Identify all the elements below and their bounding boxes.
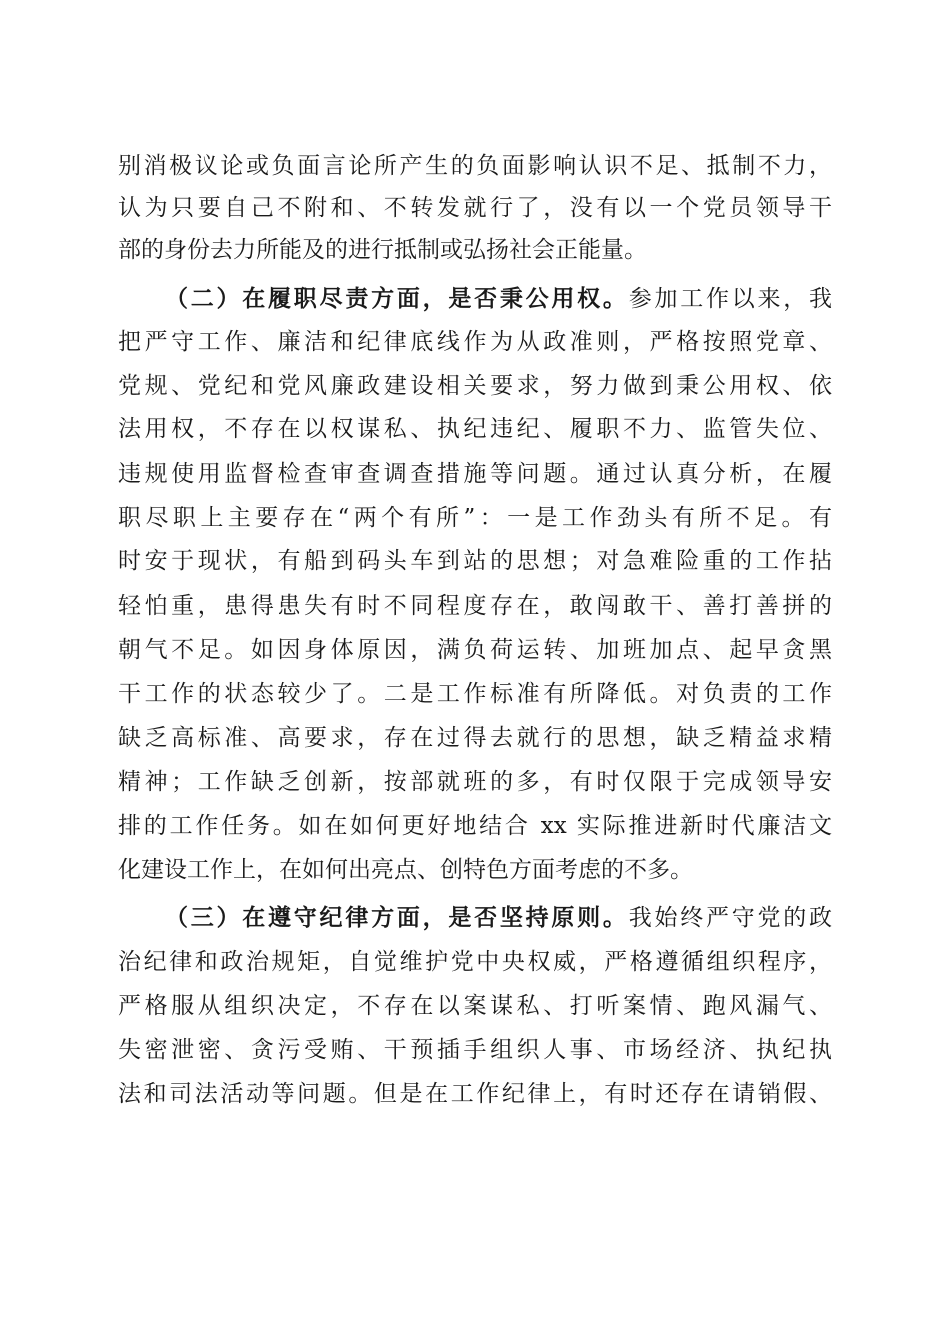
text-line: 严格服从组织决定，不存在以案谋私、打听案情、跑风漏气、: [118, 993, 832, 1019]
text-line: 化建设工作上，在如何出亮点、创特色方面考虑的不多。: [118, 857, 693, 883]
text-line: 把严守工作、廉洁和纪律底线作为从政准则，严格按照党章、: [118, 329, 832, 355]
section-2-first-line: [165, 279, 832, 319]
text-line: 法用权，不存在以权谋私、执纪违纪、履职不力、监管失位、: [118, 416, 832, 442]
text-line: 时安于现状，有船到码头车到站的思想；对急难险重的工作拈: [118, 548, 832, 574]
text-line: 朝气不足。如因身体原因，满负荷运转、加班加点、起早贪黑: [118, 637, 832, 663]
text-line: 治纪律和政治规矩，自觉维护党中央权威，严格遵循组织程序，: [118, 949, 832, 975]
section-3-first-line: [165, 898, 832, 938]
text-line: 法和司法活动等问题。但是在工作纪律上，有时还存在请销假、: [118, 1081, 832, 1107]
text-line: 部的身份去力所能及的进行抵制或弘扬社会正能量。: [118, 237, 647, 263]
text-line: 违规使用监督检查审查调查措施等问题。通过认真分析，在履: [118, 461, 832, 487]
text-line: 轻怕重，患得患失有时不同程度存在，敢闯敢干、善打善拼的: [118, 593, 832, 619]
text-line: 排的工作任务。如在如何更好地结合 xx 实际推进新时代廉洁文: [118, 813, 832, 839]
text-line: 职尽职上主要存在“两个有所”：一是工作劲头有所不足。有: [118, 505, 832, 531]
text-line: 缺乏高标准、高要求，存在过得去就行的思想，缺乏精益求精: [118, 725, 832, 751]
text-fragment: 我始终严守党的政: [628, 905, 833, 931]
section-2-heading: （二）在履职尽责方面，是否秉公用权。: [165, 285, 629, 312]
text-line: 认为只要自己不附和、不转发就行了，没有以一个党员领导干: [118, 195, 832, 221]
text-fragment: 参加工作以来，我: [628, 286, 833, 312]
text-line: 干工作的状态较少了。二是工作标准有所降低。对负责的工作: [118, 681, 832, 707]
text-line: 别消极议论或负面言论所产生的负面影响认识不足、抵制不力，: [118, 153, 832, 179]
text-line: 精神；工作缺乏创新，按部就班的多，有时仅限于完成领导安: [118, 769, 832, 795]
section-3-heading: （三）在遵守纪律方面，是否坚持原则。: [165, 904, 629, 931]
text-line: 党规、党纪和党风廉政建设相关要求，努力做到秉公用权、依: [118, 373, 832, 399]
text-line: 失密泄密、贪污受贿、干预插手组织人事、市场经济、执纪执: [118, 1037, 832, 1063]
